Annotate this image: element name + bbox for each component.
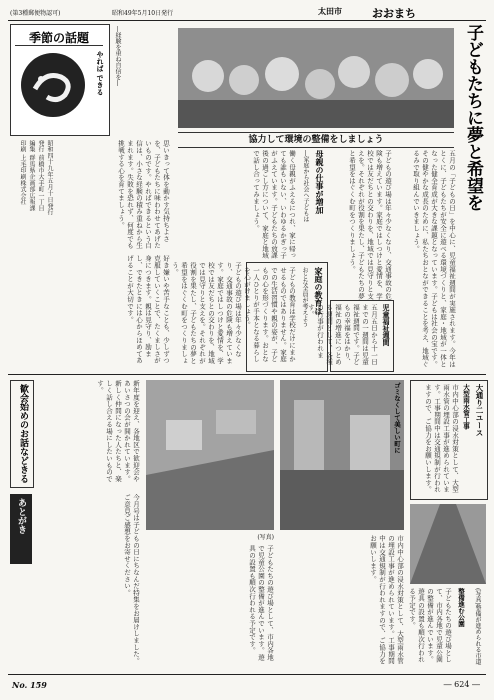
photo-bottom-right [410, 504, 486, 584]
imprint-line: 編集 群馬県企画部広報課 [28, 140, 35, 212]
greeting-body: 新年度を迎え、各地区で歓迎会やあいさつの会が開かれています。新しく仲間になった人たちと、楽しく話し合える場にしたいものです。 [96, 380, 140, 482]
town-name: 太田市 [318, 6, 342, 16]
imprint [10, 140, 54, 365]
section-a-sub: ―家庭から社会へ子どもは [302, 150, 309, 222]
page-number: ― 624 ― [443, 680, 480, 689]
paper-title: おおまち [372, 7, 416, 20]
news-item1-title: 大型雨水管工事 [462, 384, 470, 430]
news-heading: 大通り二ユース [475, 384, 484, 437]
greeting-title: 歓会始めのお話などきる [18, 384, 28, 483]
welfare-week-box [307, 300, 394, 372]
section-b-title: 家庭の教育は [314, 267, 324, 315]
lead-subheadline: 協力して環境の整備をしましょう [178, 132, 454, 148]
lead-headline: 子どもたちに夢と希望を [463, 24, 483, 211]
issue-number: No. 159 [12, 680, 47, 690]
bottom-left-body: 子どもたちの遊び場として、市内各地で児童公園の整備が進んでいます。遊具の設置も順次行われる予定です。 [248, 545, 274, 661]
atogaki-title: あとがき [16, 498, 26, 534]
photo-children [178, 28, 454, 128]
atogaki-body: 今月号は子どもの日にちなんだ特集をお届けしました。ご意見ご感想をお寄せください。 [123, 494, 140, 664]
welfare-week-body: 五月五日から十一日までの一週間は児童福祉週間です。子どもの幸福をはかり、福祉の増進につとめる週間として、各種の行事が行われます。 [307, 304, 378, 366]
section-a-body: 働く母親がふえるにつれ、家に帰っても誰もいない、いわゆるかぎっ子がふえています。子どもたちの放課後の過ごし方について、家庭と地域で話し合ってみましょう。 [252, 150, 296, 259]
welfare-week-title: 児童福祉週間 [382, 304, 391, 346]
middle-rule [8, 374, 486, 375]
photo-bottom-left [146, 380, 274, 530]
lead-body-2: 子どもの遊び場は年々少なくなり、交通事故の危険も増えています。家庭ではしつけと愛情を、学校では友だちとの交わりを、地域では見守りと支えを。それぞれが役割を果たし、子どもたちの夢と希望をはぐくむ町をつくりましょう。 [348, 150, 392, 300]
construction-photo-icon [146, 380, 274, 530]
caption-bottom-right: (写真)整備が進められる市道 [474, 588, 481, 665]
imprint-line: 発行 前橋市大手町一丁目 [37, 140, 44, 212]
section-a-title: 母親の仕事が増加 [315, 150, 325, 214]
news-item1-body: 市内中心部の浸水対策として、大型雨水管の埋設工事が進められています。工事期間中は交通規制が行われますので、ご協力をお願いします。 [424, 384, 459, 493]
section-b-body: 子どもの教育は学校だけにまかせるものではありません。家庭での生活習慣や親の姿が、子どもの心を形づくります。おとな一人ひとりが手本となる暮らしを心がけましょう。 [243, 267, 296, 363]
news-box [410, 380, 488, 500]
imprint-line: 印刷 上毛印刷株式会社 [19, 140, 26, 206]
road-photo-icon [410, 504, 486, 584]
column-body: 思いきって体を動かす気持ちよさを、子どもたちに味わわせてあげたいものです。やればできるという自信は、小さな経験の積み重ねから生まれます。失敗を恐れず、何度でも挑戦する心を育てましょう。 [117, 140, 170, 249]
imprint-line: 昭和四十九年五月十日発行 [46, 140, 53, 216]
atogaki-title-box [10, 494, 32, 564]
street-photo-icon [280, 380, 404, 530]
children-photo-icon [178, 28, 454, 128]
photo-bottom-mid [280, 380, 404, 530]
header-rule [8, 20, 486, 21]
section-b-sub: おとな全員が考えよう [301, 267, 308, 327]
section-b-box [243, 262, 328, 372]
column-box [10, 24, 110, 136]
footer-rule [8, 674, 486, 675]
column-body-2: 好き嫌いや苦手なことも、少しずつ克服していくことで、たくましさが身につきます。親は見守り、励まし、できたときには心からほめてあげることが大切です。 [126, 255, 170, 364]
section-a-body-cont: 子どもの遊び場は年々少なくなり、交通事故の危険も増えています。家庭ではしつけと愛情を、学校では友だちとの交わりを、地域では見守りと支えを。それぞれが役割を果たし、子どもたちの夢と希望をはぐくむ町をつくりましょう。 [171, 262, 242, 364]
column-title: 季節の話題 [15, 29, 103, 46]
lead-body: 五月の「子どもの日」を中心に、児童福祉週間が実施されます。今年はとくに、子どもたちが安全に遊べる環境づくりと、家庭・地域が一体となった健全育成が大きな課題となっています。子どもは社会の宝です。その健やかな成長のために、私たちおとなができることを考え、地域ぐるみで取り組んでいきましょう。 [412, 150, 456, 368]
news-item2-body: 子どもたちの遊び場として、市内各地で児童公園の整備が進んでいます。遊具の設置も順次行われる予定です。 [408, 588, 452, 663]
bottom-mid-body: 市内中心部の浸水対策として、大型雨水管の埋設工事が進められています。工事期間中は交通規制が行われますので、ご協力をお願いします。 [369, 535, 404, 665]
emblem-swirl-icon [21, 53, 85, 117]
column-subtitle: やれば できる [96, 51, 105, 96]
news-item2-title: 整備進む公園 [457, 588, 465, 627]
issue-date: 昭和49年5月10日発行 [112, 10, 174, 17]
greeting-title-box [10, 380, 34, 488]
column-subsubtitle: ―経験を重ね自信を― [114, 26, 121, 86]
caption-bottom-left: (写真) [257, 534, 274, 541]
caption-bottom-mid: ゴミなくして美しい町に [393, 382, 401, 454]
column-emblem-icon [21, 53, 85, 117]
postal-notice: (第3種郵便物認可) [10, 10, 61, 17]
